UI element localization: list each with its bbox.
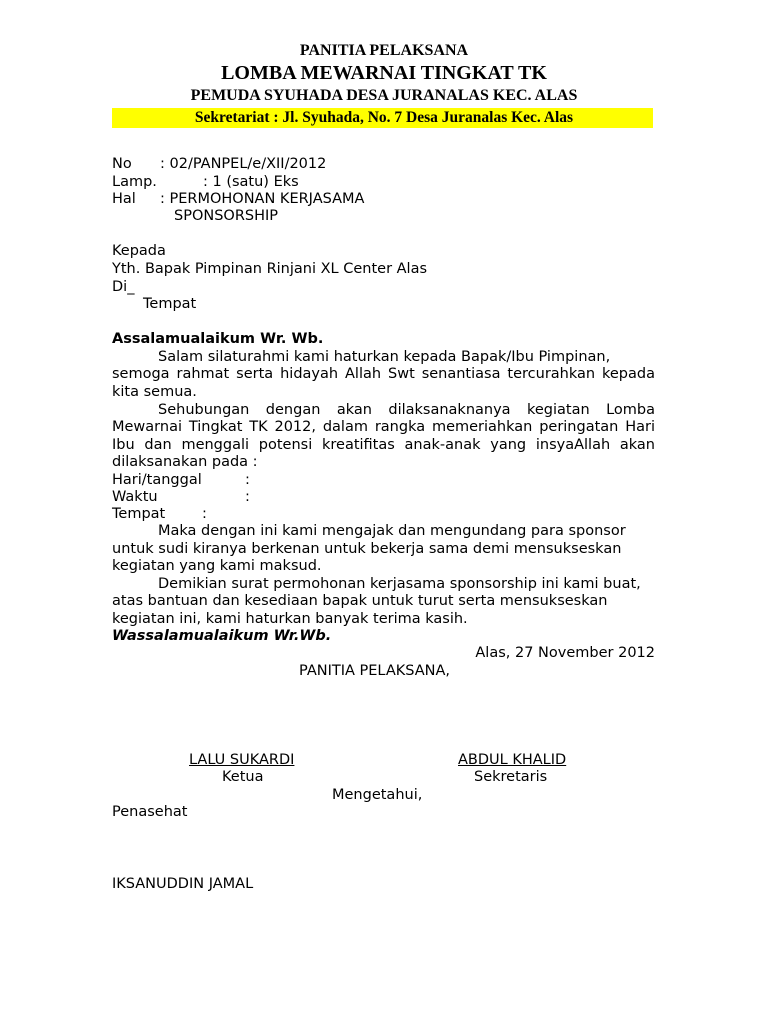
signer-secretary-name: ABDUL KHALID [458,752,567,768]
header-secretariat: Sekretariat : Jl. Syuhada, No. 7 Desa Juranalas Kec. Alas [194,109,574,126]
meta-no-label: No [112,156,132,172]
schedule-tempat-colon: : [202,506,207,522]
greeting-close: Wassalamualaikum Wr.Wb. [112,628,332,644]
paragraph-1-line: semoga rahmat serta hidayah Allah Swt senantiasa tercurahkan kepada [112,366,655,382]
header-event-title: LOMBA MEWARNAI TINGKAT TK [221,62,547,84]
paragraph-2-line: dilaksanakan pada : [112,454,258,470]
meta-lamp-value: : 1 (satu) Eks [203,174,299,190]
schedule-tempat-label: Tempat [112,506,166,522]
address-kepada: Kepada [112,243,166,259]
meta-lamp-label: Lamp. [112,174,157,190]
place-date: Alas, 27 November 2012 [475,645,655,661]
paragraph-3-line: untuk sudi kiranya berkenan untuk bekerja sama demi mensukseskan [112,541,622,557]
schedule-waktu-colon: : [245,489,250,505]
header-organization: PEMUDA SYUHADA DESA JURANALAS KEC. ALAS [190,87,578,104]
signer-secretary-role: Sekretaris [474,769,548,785]
meta-hal-value: : PERMOHONAN KERJASAMA [160,191,365,207]
signer-chairman-role: Ketua [222,769,264,785]
paragraph-3-line: kegiatan yang kami maksud. [112,558,322,574]
schedule-hari-colon: : [245,472,250,488]
paragraph-1-line: kita semua. [112,384,197,400]
paragraph-3-line: Maka dengan ini kami mengajak dan mengundang para sponsor [158,523,626,539]
advisor-label: Penasehat [112,804,188,820]
paragraph-4-line: Demikian surat permohonan kerjasama sponsorship ini kami buat, [158,576,641,592]
paragraph-2-line: Ibu dan menggali potensi kreatifitas anak-anak yang insyaAllah akan [112,437,655,453]
paragraph-4-line: kegiatan ini, kami haturkan banyak terima kasih. [112,611,468,627]
address-tempat: Tempat [143,296,197,312]
paragraph-2-line: Mewarnai Tingkat TK 2012, dalam rangka memeriahkan peringatan Hari [112,419,655,435]
meta-hal-value-cont: SPONSORSHIP [174,208,279,224]
acknowledged-label: Mengetahui, [332,787,423,803]
paragraph-2-line: Sehubungan dengan akan dilaksanaknanya kegiatan Lomba [158,402,655,418]
greeting-open: Assalamualaikum Wr. Wb. [112,331,324,347]
paragraph-4-line: atas bantuan dan kesediaan bapak untuk turut serta mensukseskan [112,593,608,609]
schedule-waktu-label: Waktu [112,489,158,505]
header-committee: PANITIA PELAKSANA [299,42,469,59]
address-di: Di_ [112,279,135,295]
advisor-name: IKSANUDDIN JAMAL [112,876,254,892]
address-recipient: Yth. Bapak Pimpinan Rinjani XL Center Alas [112,261,428,277]
committee-signature-heading: PANITIA PELAKSANA, [299,663,451,679]
signer-chairman-name: LALU SUKARDI [189,752,295,768]
meta-hal-label: Hal [112,191,136,207]
paragraph-1-line: Salam silaturahmi kami haturkan kepada Bapak/Ibu Pimpinan, [158,349,611,365]
schedule-hari-label: Hari/tanggal [112,472,202,488]
meta-no-value: : 02/PANPEL/e/XII/2012 [160,156,327,172]
